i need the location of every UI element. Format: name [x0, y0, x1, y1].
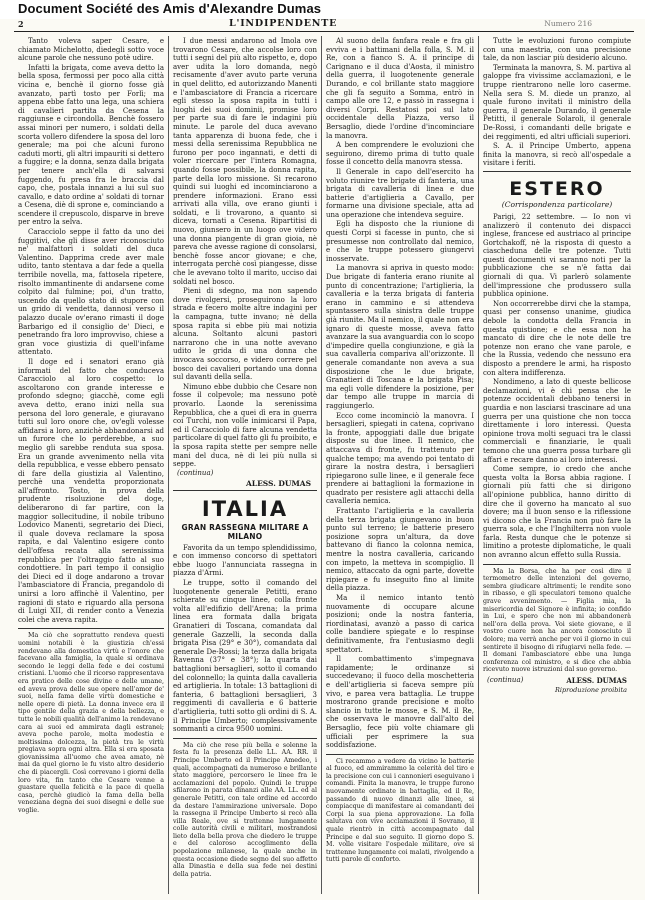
- footnote-paragraph: Ma la Borsa, che ha per così dire il termometro delle intenzioni del governo, sembra giudicare altrimenti; le rendite sono in ribasso, e gli speculatori temono qualche grave avvenimento. — Figlia mia, la misericordia del Signore è infinita; io confido in Lui, e spero che non mi abbandonerà nell'ora della prova. Voi siete giovane, e il vostro cuore non ha ancora conosciuto il dolore; ma verrà anche per voi il giorno in cui sentirete il bisogno di rifugiarvi nella fede. — Il domani l'ambasciatore ebbe una lunga conferenza col ministro, e si dice che abbia ricevuto nuove istruzioni dal suo governo.: [483, 567, 631, 674]
- author-signature: ALESS. DUMAS: [566, 675, 627, 685]
- article-paragraph: Al suono della fanfara reale e fra gli evviva e i battimani della folla, S. M. il Re, con a fianco S. A. il principe di Carignano e il duca d'Aosta, il ministro della guerra, il luogotenente generale Durando, e col brillante stato maggiore che gli fa seguito a Somma, entrò in campo alle ore 12, e passò in rassegna i diversi Corpi. Restatosi poi sul lato occidentale della Piazza, verso il Bersaglio, diede l'ordine d'incominciare la manovra.: [326, 37, 474, 140]
- footnote-paragraph: Ma ciò che soprattutto rendeva questi uomini notabili è la giustizia ch'essi rendevano alla domestica virtù e l'onore che facevano alla famiglia, la quale si ordinava secondo le leggi della fede e dei costumi cristiani. L'uomo che il ricorso rappresentava era pratico delle cose divine e delle umane, ed aveva prova delle sue opere nell'amor de' suoi, nella fama delle virtù domestiche e nelle opere di pietà. La donna invece era il tipo gentile della grazia e della bellezza, e tutte le nobili qualità dell'animo la rendevano cara ai suoi ed ammirata dagli estranei; aveva poche parole, molta modestia e moltissima dolcezza, la pietà tra le virtù pregiava sopra ogni altra. Ella si era sposata giovanissima all'uomo che avea amato, nè mai da quel giorno le fu visto altro desiderio che di piacergli. Così correvano i giorni della loro vita, fin tanto che Cesare venne a guastare quella felicità e la pace di quella casa, perchè giudicò la fama della bella veneziana degna dei suoi disegni e delle sue voglie.: [18, 632, 164, 815]
- column-1: [18, 37, 164, 895]
- article-paragraph: I due messi andarono ad Imola ove trovarono Cesare, che accolse loro con tutti i segni del più alto rispetto, e, dopo aver udita la loro domanda, negò recisamente d'aver avuto parte veruna in quel delitto, ed autorizzando Manenti e l'ambasciatore di Francia a ricercare egli stesso la sposa rapita in tutti i luoghi dei suoi dominii, promise loro per parte sua di fare le indagini più minute. Le parole del duca avevano tanta apparenza di buona fede, che i messi della serenissima Repubblica ne furono per poco ingannati, e detti di voler ricercare per l'intera Romagna, quando fosse possibile, la donna rapita, parte della loro missione. Si recarono quindi sui luoghi ed incominciarono a prendere informazioni. Erano essi arrivati alla villa, ove erano giunti i soldati, e li trovarono, a quanto si diceva, tornati a Cesena. Ripartitisi di nuovo, giunsero in un luogo ove videro una donna piangente di gran gioia, nè pareva che avesse ragione di consolarsi, benchè fosse ancor giovane; e che, interrogata perchè così piangesse, disse che le avevano tolto il marito, ucciso dai soldati nel bosco.: [173, 37, 317, 286]
- column-3: [326, 37, 474, 895]
- article-paragraph: Terminata la manovra, S. M. partiva al galoppe fra vivissime acclamazioni, e le truppe rientrarono nelle loro caserme. Nella sera S. M. diede un pranzo, al quale furono invitati il ministro della guerra, il generale Durando, il generale Petitti, il generale Solaroli, il generale De-Rossi, i comandanti delle brigate e dei reggimenti, ed altri ufficiali superiori.: [483, 63, 631, 141]
- article-paragraph: Pieni di sdegno, ma non sapendo dove rivolgersi, proseguirono la loro strada e fecero molte altre indagini per la campagna, tutte invano; nè della sposa rapita si ebbe più mai notizia alcuna. Soltanto alcuni pastori narrarono che in una notte avevano udito le grida di una donna che invocava soccorso, e videro correre pel bosco dei cavalieri portando una donna sul davanti della sella.: [173, 287, 317, 382]
- watermark: [0, 0, 645, 19]
- article-paragraph: Come sempre, io credo che anche questa volta la Borsa abbia ragione. I giornali più fatti che si dirigono all'opinione pubblica, hanno diritto di dire che il governo ha mancato al suo dovere; ma il buon senso e la riflessione vi dicono che la Francia non può fare la guerra sola, e che l'Inghilterra non vuole farla. Resta dunque che le potenze si limitino a proteste diplomatiche, le quali non avranno alcun effetto sulla Russia.: [483, 465, 631, 560]
- section-rule: [483, 171, 631, 172]
- footnote-rule: [18, 628, 164, 629]
- watermark-text: Document Société des Amis d'Alexandre Dumas: [18, 1, 322, 16]
- article-paragraph: Frattanto l'artiglieria e la cavalleria della terza brigata giungevano in buon punto sul terreno; le batterie presero posizione sopra un'altura, da dove battevano di fianco la colonna nemica, mentre la nostra cavalleria, caricando con impeto, la metteva in scompiglio. Il nemico, attaccato da ogni parte, dovette ripiegare e fu inseguito fino al limite della piazza.: [326, 507, 474, 593]
- page-number: 2: [18, 19, 24, 29]
- footnote-signature-block: [487, 676, 627, 685]
- footnote-rule: [326, 754, 474, 755]
- article-paragraph: Il doge ed i senatori erano già informati del fatto che conduceva Caracciolo al loro cospetto: lo ascoltarono con grande interesse e profondo sdegno; giacchè, come egli aveva detto, erano inizi nella sua persona del loro generale, e giuravano tutti sul loro onore che, ov'egli volesse affidarsi a loro, anzichè abbandonarsi ad un furore che lo perderebbe, a suo meglio gli sarebbe renduta sua sposa. Era un grande avvenimento nella vita della repubblica, e vesse ebbero pensato di fare della giustizia al Valentino, perchè una vendetta proporzionata all'affronto. Tosto, in prova della prudente risoluzione del doge, deliberarono di far partire, con la maggior sollecitudine, il nobile tribuno Lodovico Manenti, segretario dei Dieci, il quale doveva reclamare la sposa rapita, e dal Valentino esigere conto dell'offesa recata alla serenissima repubblica per l'oltraggio fatto al suo condottiere. In pari tempo il consiglio dei Dieci ed il doge andarono a trovar l'ambasciatore di Francia, pregandolo di unirsi a loro affinchè il Valentino, per ragioni di stato e riguardo alla persona di Luigi XII, di render conto a Venezia colei che aveva rapita.: [18, 357, 164, 624]
- column-2: [173, 37, 317, 895]
- article-paragraph: Nondimeno, a lato di queste bellicose declamazioni, vi è chi pensa che le potenze occidentali debbano tenersi in guardia e non lasciarsi trascinare ad una guerra per una quistione che non tocca direttamente i loro interessi. Questa opinione trova molti seguaci tra le classi commerciali e finanziarie, le quali temono che una guerra possa turbare gli affari e recare danno ai loro interessi.: [483, 378, 631, 464]
- article-paragraph: Egli ha disposto che la riunione di questi Corpi si facesse in punto, che si presumesse non controllato dal nemico, e che le truppe potessero giungervi inosservate.: [326, 220, 474, 263]
- footnote-paragraph: Ci recammo a vedere da vicino le batterie al fuoco, ed ammirammo la celerità del tiro e la precisione con cui i cannonieri eseguivano i comandi. Finita la manovra, le truppe furono nuovamente ordinate in battaglia, ed il Re, passando di nuovo dinanzi alle linee, si compiacque di manifestare ai comandanti dei Corpi la sua piena approvazione. La folla salutava con vive acclamazioni il Sovrano, il quale rientrò in città accompagnato dal Principe e dal suo seguito. Il giorno dopo S. M. volle visitare l'ospedale militare, ove si trattenne lungamente coi malati, rivolgendo a tutti parole di conforto.: [326, 757, 474, 864]
- author-signature: ALESS. DUMAS: [245, 478, 311, 488]
- section-subtitle: (Corrispondenza particolare): [501, 199, 613, 209]
- continued-note: (continua): [177, 468, 214, 477]
- newspaper-title: L'INDIPENDENTE: [229, 18, 338, 29]
- article-paragraph: Il combattimento s'impegnava rapidamente; le ordinanze si succedevano; il fuoco della moschetteria e dell'artiglieria si faceva sempre più vivo, e parea vera battaglia. Le truppe mostrarono grande precisione e molto slancio in tutte le mosse, e S. M. il Re, che osservava le manovre dall'alto del Bersaglio, fece più volte chiamare gli ufficiali per esprimere la sua soddisfazione.: [326, 655, 474, 750]
- article-paragraph: Parigi, 22 settembre. — Io non vi analizzerò il contenuto dei dispacci inglese, francese ed austriaco al principe Gortchakoff, nè la risposta di questo a ciascheduna delle tre potenze. Tutti questi documenti vi saranno noti per la pubblicazione che se n'è fatta dai giornali di qua. Vi parlerò solamente dell'impressione che produssero sulla pubblica opinione.: [483, 212, 631, 299]
- article-paragraph: Tutte le evoluzioni furono compiute con una maestria, con una precisione tale, da non lasciar più desiderio alcuno.: [483, 37, 631, 63]
- article-paragraph: La manovra si apriva in questo modo: Due brigate di fanteria erano riunite al punto di concentrazione; l'artiglieria, la cavalleria e la terza brigata di fanteria erano in cammino e si attendeva spuntassero sulla sinistra delle truppe già riunite. Ma il nemico, il quale non era ignaro di queste mosse, aveva fatto avanzare la sua avanguardia con lo scopo d'impedire quella congiunzione, e già la sua cavalleria compariva all'orizzonte. Il generale comandante non aveva a sua disposizione che le due brigate, Granatieri di Toscana e la brigata Pisa; ma egli volle difendere la posizione, per dar tempo alle truppe in marcia di raggiungerlo.: [326, 264, 474, 410]
- article-paragraph: Le truppe, sotto il comando del luogotenente generale Petitti, erano schierate su cinque linee, colla fronte volta all'edifizio dell'Arena; la prima linea era formata dalla brigata Granatieri di Toscana, comandata dal generale Gazzelli, la seconda dalla brigata Pisa (29° e 30°), comandata dal generale De-Rossi; la terza dalla brigata Ravenna (37° e 38°); la quarta dai battaglioni bersaglieri, sotto il comando del colonnello; la quinta dalla cavalleria ed artiglieria. In totale: 13 battaglioni di fanteria, 6 battaglioni bersaglieri, 3 reggimenti di cavalleria e 6 batterie d'artiglieria, tutti sotto gli ordini di S. A. il Principe Umberto; complessivamente sommanti a circa 9500 uomini.: [173, 579, 317, 734]
- article-paragraph: Tanto voleva saper Cesare, e chiamato Michelotto, diedegli sotto voce alcune parole che nessuno potè udire.: [18, 37, 164, 63]
- reproduction-note: Riproduzione proibita: [554, 685, 627, 694]
- column-4: [483, 37, 631, 895]
- article-paragraph: Infatti la brigata, come aveva detto la bella sposa, fermossi per poco alla città vicina e, benchè il giorno fosse già avanzato, partì tosto per Forlì; ma appena ebbe fatto una lega, una schiera di cavalieri partita da Cesena la raggiunse e circondolla. Benchè fossero assai minori per numero, i soldati della scorta vollero difendere la sposa del loro generale; ma poi che alcuni furono caduti morti, gli altri impauriti si dettero a fuggire; e la donna, senza dalla brigata per tenere anch'ella di salvarsi fuggendo, fu presa fra le braccia dal capo, che, postala innanzi a lui sul suo cavallo, e dato ordine a' soldati di tornar a Cesena, diè di sprone e, cominciando a scendere il crepuscolo, disparve in breve per entro la selva.: [18, 63, 164, 227]
- continued-note: (continua): [487, 675, 524, 684]
- column-rule: [478, 36, 479, 894]
- footnote-paragraph: Ma ciò che rese più bella e solenne la festa fu la presenza delle LL. AA. RR. il Principe Umberto ed il Principe Amedeo, i quali, accompagnati da numeroso e brillante stato maggiore, percorsero le linee fra le acclamazioni del popolo. Quindi le truppe sfilarono in parata dinanzi alle AA. LL. ed al generale Petitti, con tale ordine ed accordo da destare l'ammirazione universale. Dopo la rassegna il Principe Umberto si recò alla villa Reale, ove si trattenne lungamente colle autorità civili e militari, mostrandosi lieto della bella prova che diedero le truppe e del caloroso accoglimento della popolazione milanese, la quale anche in questa occasione diede segno del suo affetto alla Dinastia e della sua fede nei destini della patria.: [173, 741, 317, 878]
- footnote-rule: [173, 738, 317, 739]
- issue-number: Numero 216: [544, 19, 592, 28]
- column-rule: [168, 36, 169, 894]
- masthead: [14, 18, 634, 32]
- article-paragraph: S. A. il Principe Umberto, appena finita la manovra, si recò all'ospedale a visitare i feriti.: [483, 142, 631, 168]
- column-rule: [321, 36, 322, 894]
- article-paragraph: Ecco come incominciò la manovra. I bersaglieri, spiegati in catena, coprivano la fronte, appoggiati dalle due brigate disposte su due linee. Il nemico, che attaccava di fronte, fu trattenuto per qualche tempo; ma avendo poi tentato di girare la nostra destra, i bersaglieri ripiegarono sulle linee, e il generale fece prendere ai battaglioni la formazione in quadrato per resistere agli attacchi della cavalleria nemica.: [326, 411, 474, 506]
- article-paragraph: Favorita da un tempo splendidissimo, e con immenso concorso di spettatori ebbe luogo l'annunciata rassegna in piazza d'Armi.: [173, 543, 317, 578]
- section-headline-italia: ITALIA: [201, 496, 289, 521]
- section-headline-estero: ESTERO: [509, 177, 605, 200]
- article-paragraph: Caracciolo seppe il fatto da uno dei fuggitivi, che gli disse aver riconosciuto ne' malfattori i soldati del duca Valentino. Dapprima crede aver male udito, tanto stentava a dar fede a quella terribile novella, ma, fattosela ripetere, risolto immantinente di andarsene come colpito dal fulmine; poi, d'un tratto, uscendo da quello stato di stupore con un grido di vendetta, dannosi verso il palazzo ducale ov'erano rimasti il doge Barbarigo ed il consiglio de' Dieci, e penetrando fra loro improvviso, chiese a gran voce giustizia di quell'infame attentato.: [18, 228, 164, 357]
- section-rule: [173, 490, 317, 491]
- article-paragraph: Nimuno ebbe dubbio che Cesare non fosse il colpevole; ma nessuno potè provarlo. Laonde la serenissima Repubblica, che a quei dì era in guerra coi Turchi, non volle inimicarsi il Papa, ed il Caracciolo di fare alcuna vendetta particolare di quel fatto gli fu proibito, e la sposa rapita stette per sempre nelle mani del duca, nè di lei più nulla si seppe.: [173, 382, 317, 469]
- article-paragraph: Il Generale in capo dell'esercito ha voluto riunire tre brigate di fanteria, una brigata di cavalleria di linea e due batterie d'artiglieria a Cavallo, per formarne una divisione speciale, atta ad una operazione che intendeva seguire.: [326, 167, 474, 219]
- article-subheadline: GRAN RASSEGNA MILITARE A MILANO: [181, 522, 309, 541]
- article-paragraph: Non occorrerebbe dirvi che la stampa, quasi per consenso unanime, giudica debole la condotta della Francia in questa quistione; e che essa non ha mancato di dire che le note delle tre potenze non erano che vane parole, e che la Russia, vedendo che nessuno era disposto a prendere le armi, ha risposto con altera indifferenza.: [483, 299, 631, 377]
- footnote-rule: [483, 564, 631, 565]
- article-paragraph: Ma il nemico intanto tentò nuovamente di occupare alcune posizioni; onde la nostra fanteria, riordinatasi, avanzò a passo di carica colle bandiere spiegate e lo respinse definitivamente, fra l'entusiasmo degli spettatori.: [326, 594, 474, 654]
- article-paragraph: A ben comprendere le evoluzioni che seguirono, diremo prima di tutto quale fosse il concetto della manovra stessa.: [326, 141, 474, 167]
